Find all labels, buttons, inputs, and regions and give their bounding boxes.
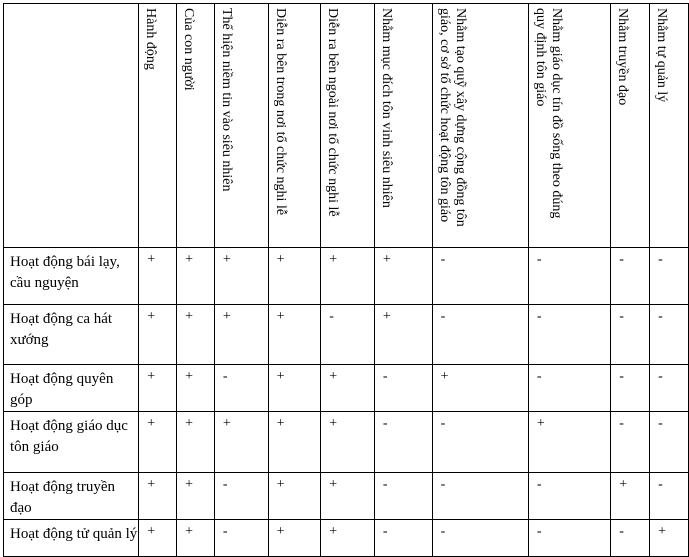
- table-cell: -: [214, 365, 268, 412]
- table-cell: +: [268, 412, 321, 473]
- column-header: Hành động: [139, 4, 177, 248]
- table-cell: +: [177, 520, 215, 557]
- table-cell: -: [214, 520, 268, 557]
- table-cell: +: [321, 473, 375, 520]
- table-cell: -: [611, 412, 650, 473]
- table-cell: +: [214, 412, 268, 473]
- table-cell: -: [611, 305, 650, 365]
- corner-cell: [4, 4, 139, 248]
- table-cell: +: [321, 412, 375, 473]
- table-row: [4, 248, 689, 305]
- table-row: [4, 473, 689, 520]
- table-cell: -: [650, 412, 689, 473]
- table-cell: +: [268, 473, 321, 520]
- table-cell: +: [321, 520, 375, 557]
- table-cell: +: [268, 520, 321, 557]
- table-cell: -: [374, 520, 432, 557]
- table-cell: -: [214, 473, 268, 520]
- table-cell: +: [177, 248, 215, 305]
- column-header: Diễn ra bên trong nơi tổ chức nghi lễ: [268, 4, 321, 248]
- row-label: Hoạt động truyền đạo: [4, 473, 139, 520]
- table-cell: -: [528, 473, 610, 520]
- table-cell: +: [374, 248, 432, 305]
- table-cell: +: [177, 412, 215, 473]
- table-cell: +: [139, 305, 177, 365]
- table-cell: -: [432, 473, 528, 520]
- row-label: Hoạt động ca hát xướng: [4, 305, 139, 365]
- table-cell: -: [528, 520, 610, 557]
- table-cell: +: [374, 305, 432, 365]
- table-cell: +: [650, 520, 689, 557]
- header-row: [4, 4, 689, 248]
- column-header: Của con người: [177, 4, 215, 248]
- table-row: [4, 412, 689, 473]
- table-cell: -: [528, 248, 610, 305]
- table-cell: +: [177, 305, 215, 365]
- row-label: Hoạt động tử quản lý: [4, 520, 139, 557]
- table-cell: -: [374, 365, 432, 412]
- table-cell: +: [321, 365, 375, 412]
- table-cell: +: [214, 248, 268, 305]
- table-cell: +: [268, 305, 321, 365]
- table-cell: -: [432, 305, 528, 365]
- column-header: Diễn ra bên ngoài nơi tổ chức nghi lễ: [321, 4, 375, 248]
- table-cell: -: [374, 473, 432, 520]
- table-cell: +: [177, 365, 215, 412]
- table-cell: -: [650, 305, 689, 365]
- table-cell: +: [611, 473, 650, 520]
- table-cell: +: [139, 473, 177, 520]
- table-cell: +: [268, 365, 321, 412]
- table-cell: +: [139, 365, 177, 412]
- table-cell: -: [432, 248, 528, 305]
- table-cell: -: [528, 365, 610, 412]
- table-cell: -: [611, 520, 650, 557]
- religious-activities-table: [3, 3, 689, 557]
- table-cell: +: [139, 520, 177, 557]
- table-cell: -: [650, 365, 689, 412]
- table-cell: -: [650, 473, 689, 520]
- table-cell: +: [268, 248, 321, 305]
- row-label: Hoạt động quyên góp: [4, 365, 139, 412]
- column-header: Nhằm giáo dục tín đồ sống theo đúng quy định tôn giáo: [528, 4, 610, 248]
- table-cell: +: [177, 473, 215, 520]
- table-row: [4, 365, 689, 412]
- table-cell: +: [432, 365, 528, 412]
- table-cell: -: [611, 365, 650, 412]
- table-cell: -: [432, 412, 528, 473]
- table-row: [4, 520, 689, 557]
- table-cell: -: [321, 305, 375, 365]
- column-header: Nhằm truyền đạo: [611, 4, 650, 248]
- table-cell: -: [528, 305, 610, 365]
- column-header: Nhằm mục đích tôn vinh siêu nhiên: [374, 4, 432, 248]
- table-row: [4, 305, 689, 365]
- table-cell: +: [214, 305, 268, 365]
- table-cell: +: [321, 248, 375, 305]
- table-cell: +: [139, 412, 177, 473]
- row-label: Hoạt động giáo dục tôn giáo: [4, 412, 139, 473]
- table-cell: -: [650, 248, 689, 305]
- table-cell: +: [139, 248, 177, 305]
- table-cell: -: [432, 520, 528, 557]
- table-cell: +: [528, 412, 610, 473]
- table-cell: -: [374, 412, 432, 473]
- column-header: Nhằm tạo quỹ xây dựng cộng đồng tôn giáo, cơ sở tổ chức hoạt động tôn giáo: [432, 4, 528, 248]
- row-label: Hoạt động bái lạy, cầu nguyện: [4, 248, 139, 305]
- column-header: Thể hiện niềm tin vào siêu nhiên: [214, 4, 268, 248]
- table-cell: -: [611, 248, 650, 305]
- column-header: Nhằm tự quản lý: [650, 4, 689, 248]
